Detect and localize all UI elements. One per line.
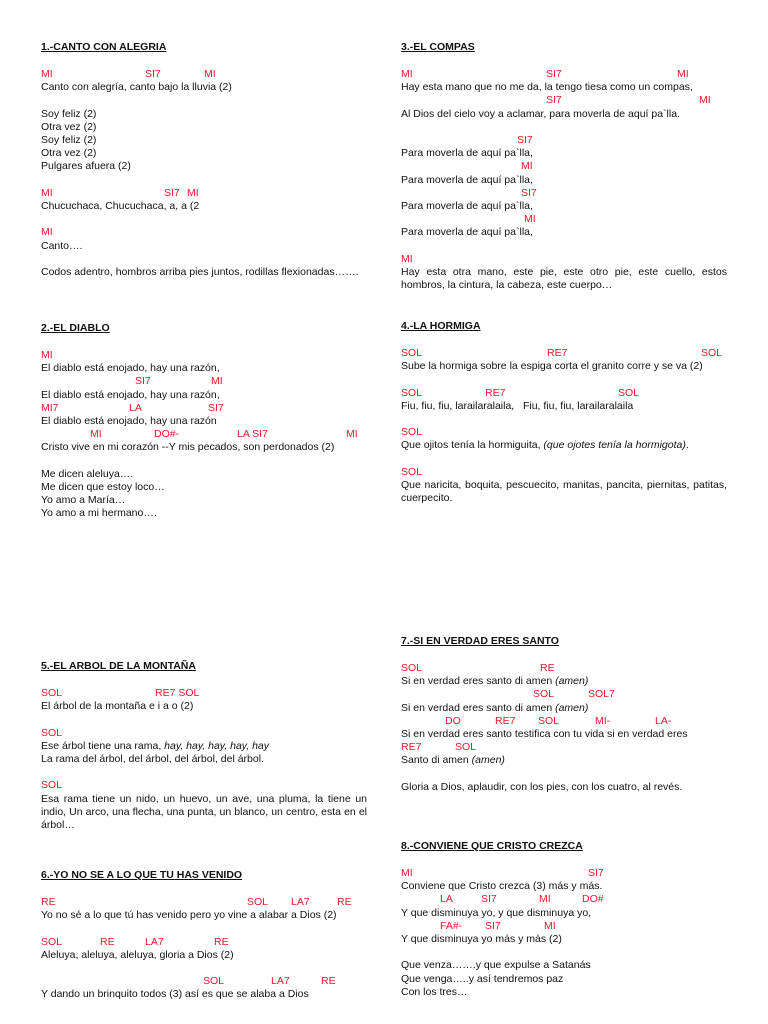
song-title: 1.-CANTO CON ALEGRIA xyxy=(41,41,167,53)
song-canto-con-alegria xyxy=(41,41,367,279)
chord: SI7 xyxy=(521,186,537,199)
chord: SOL xyxy=(41,687,63,699)
lyric-line: Que venga…..y así tendremos paz xyxy=(401,972,564,985)
chord-line xyxy=(401,94,727,107)
chord: SOL xyxy=(701,347,723,359)
chord: SOL xyxy=(401,662,423,674)
chord-line xyxy=(401,187,727,200)
lyric-line: El diablo está enojado, hay una razón, xyxy=(41,362,220,375)
lyric-line: Si en verdad eres santo testifica con tu vida si en verdad eres xyxy=(401,727,688,740)
lyric-line: Conviene que Cristo crezca (3) más y más. xyxy=(401,880,603,893)
chord-line xyxy=(401,253,727,266)
lyric-line: Para moverla de aquí pa`lla, xyxy=(401,147,533,160)
chord: DO# xyxy=(582,893,604,906)
chord-line xyxy=(41,779,367,792)
chord: SI7 xyxy=(145,68,161,80)
lyric-echo: (amen) xyxy=(471,754,505,767)
chord: MI xyxy=(401,252,413,265)
lyric-echo: (que ojotes tenía la hormigota) xyxy=(543,439,686,452)
lyric-line: Canto con alegría, canto bajo la lluvia (2) xyxy=(41,81,232,94)
chord: DO xyxy=(445,714,461,727)
chord-line xyxy=(401,134,727,147)
song-conviene-que-cristo-crezca xyxy=(401,840,727,999)
chord: LA- xyxy=(655,714,672,727)
chord: SOL xyxy=(203,975,225,988)
lyric-line xyxy=(401,754,727,767)
chord: SOL xyxy=(41,726,63,739)
song-title: 7.-SI EN VERDAD ERES SANTO xyxy=(401,635,559,647)
chord: MI xyxy=(524,213,536,226)
lyric-text: . xyxy=(685,439,689,452)
chord-line xyxy=(41,226,367,239)
chord: MI xyxy=(521,160,533,173)
chord: SOL xyxy=(41,935,63,948)
chord-line xyxy=(401,920,727,933)
lyric-line xyxy=(41,740,367,753)
chord: RE xyxy=(41,896,56,908)
chord-line xyxy=(401,741,727,754)
chord-line xyxy=(401,387,727,400)
chord: LA SI7 xyxy=(237,428,268,441)
chord: MI xyxy=(41,186,53,199)
lyric-line: Y que disminuya yo, y que disminuya yo, xyxy=(401,906,592,919)
chord: MI xyxy=(401,68,413,80)
lyric-line: Con los tres… xyxy=(401,985,468,998)
chord: MI xyxy=(699,94,711,107)
chord: SI7 xyxy=(208,401,224,414)
lyric-line: Gloria a Dios, aplaudir, con los pies, con los cuatro, al revés. xyxy=(401,780,683,793)
lyric-line: Yo amo a María… xyxy=(41,494,126,507)
lyric-line: Esa rama tiene un nido, un huevo, un ave, una pluma, la tiene un indio, Un arco, una flecha, una punta, un blanco, un centro, esta en el árbol… xyxy=(41,792,367,831)
chord: LA7 xyxy=(291,896,310,908)
chord: MI- xyxy=(595,714,611,727)
chord: SOL xyxy=(401,426,423,439)
chord-line xyxy=(41,428,367,441)
chord: SI7 xyxy=(546,94,562,107)
chord-line xyxy=(401,213,727,226)
chord: RE7 xyxy=(485,386,506,399)
chord-line xyxy=(41,727,367,740)
chord: DO#- xyxy=(154,428,180,441)
chord-line xyxy=(401,893,727,906)
lyric-text: Que ojitos tenía la hormiguita, xyxy=(401,439,544,452)
chord-line xyxy=(401,867,727,880)
lyric-text: Ese árbol tiene una rama, xyxy=(41,739,165,752)
lyric-line: Otra vez (2) xyxy=(41,147,97,160)
chord: SI7 xyxy=(164,186,180,199)
lyric-line: Fiu, fiu, fiu, larailaralaila, Fiu, fiu, fiu, larailaralaila xyxy=(401,399,634,412)
chord: MI xyxy=(187,186,199,199)
lyric-line xyxy=(401,675,727,688)
chord: SOL xyxy=(401,347,423,359)
chord: SI7 xyxy=(135,375,151,388)
song-el-arbol-de-la-montana xyxy=(41,660,367,832)
chord: RE xyxy=(100,935,115,948)
chord: RE xyxy=(214,935,229,948)
lyric-line: Me dicen aleluya…. xyxy=(41,467,134,480)
chord: LA xyxy=(440,893,453,906)
chord-line xyxy=(41,375,367,388)
chord-line xyxy=(41,187,367,200)
lyric-line: El diablo está enojado, hay una razón xyxy=(41,414,217,427)
chord: RE xyxy=(321,975,336,988)
lyric-line: Codos adentro, hombros arriba pies juntos, rodillas flexionadas……. xyxy=(41,265,359,278)
lyric-line: Para moverla de aquí pa`lla, xyxy=(401,199,533,212)
chord: RE xyxy=(337,896,352,908)
chord-line xyxy=(41,349,367,362)
lyric-line: Sube la hormiga sobre la espiga corta el granito corre y se va (2) xyxy=(401,360,703,373)
lyric-line: El árbol de la montaña e i a o (2) xyxy=(41,700,194,713)
song-title: 3.-EL COMPAS xyxy=(401,41,475,53)
lyric-line: Me dicen que estoy loco… xyxy=(41,480,165,493)
chord: SOL xyxy=(247,896,269,908)
chord: SOL xyxy=(538,714,560,727)
song-si-en-verdad-eres-santo xyxy=(401,635,727,794)
lyric-line: Canto…. xyxy=(41,239,83,252)
chord: SI7 xyxy=(517,133,533,146)
chord: SI7 xyxy=(485,919,501,932)
chord: MI xyxy=(211,375,223,388)
chord: SOL xyxy=(401,465,423,478)
lyric-line: Hay esta otra mano, este pie, este otro pie, este cuello, estos hombros, la cintura, la cabeza, este cuerpo… xyxy=(401,265,727,292)
chord: MI xyxy=(544,919,556,932)
chord-line xyxy=(401,160,727,173)
chord: RE7 xyxy=(401,741,422,754)
chord-line xyxy=(401,426,727,439)
chord-line xyxy=(41,68,367,81)
lyric-line: Para moverla de aquí pa`lla, xyxy=(401,173,533,186)
chord-line xyxy=(401,68,727,81)
chord: MI xyxy=(677,68,689,80)
chord: LA7 xyxy=(271,975,290,988)
chord: SI7 xyxy=(588,867,604,879)
lyric-line: Otra vez (2) xyxy=(41,120,97,133)
chord: MI xyxy=(41,349,53,361)
lyric-text: Santo di amen xyxy=(401,754,472,767)
chord: SOL xyxy=(41,779,63,792)
chord-line xyxy=(401,715,727,728)
chord-line xyxy=(401,466,727,479)
chord: SOL xyxy=(533,688,555,701)
lyric-line: Soy feliz (2) xyxy=(41,133,97,146)
chord: RE7 SOL xyxy=(155,687,200,699)
lyric-line: La rama del árbol, del árbol, del árbol, del árbol. xyxy=(41,752,264,765)
chord-line xyxy=(41,687,367,700)
lyric-line: Al Dios del cielo voy a aclamar, para moverla de aquí pa`lla. xyxy=(401,107,680,120)
song-title: 4.-LA HORMIGA xyxy=(401,320,481,332)
chord: MI xyxy=(401,867,413,879)
chord: SI7 xyxy=(481,893,497,906)
chord: MI xyxy=(41,226,53,239)
lyric-text: Si en verdad eres santo di amen xyxy=(401,675,556,688)
song-title: 5.-EL ARBOL DE LA MONTAÑA xyxy=(41,660,196,672)
lyric-line: Que naricita, boquita, pescuecito, manitas, pancita, piernitas, patitas, cuerpecito. xyxy=(401,478,727,505)
chord: MI xyxy=(41,68,53,80)
chord: MI xyxy=(204,68,216,80)
chord: SOL xyxy=(401,386,423,399)
chord: MI xyxy=(90,428,102,441)
song-title: 8.-CONVIENE QUE CRISTO CREZCA xyxy=(401,840,583,852)
chord: SOL xyxy=(455,741,477,754)
lyric-echo: (amen) xyxy=(555,701,589,714)
lyric-line xyxy=(401,439,727,452)
chord: SOL xyxy=(618,386,640,399)
chord: RE xyxy=(540,662,555,674)
chord: LA xyxy=(129,401,142,414)
chord: LA7 xyxy=(145,935,164,948)
lyric-line: Hay esta mano que no me da, la tengo tiesa como un compas, xyxy=(401,81,693,94)
song-la-hormiga xyxy=(401,320,727,505)
lyric-line: Que venza…….y que expulse a Satanás xyxy=(401,959,591,972)
song-el-diablo xyxy=(41,322,367,521)
song-el-compas xyxy=(401,41,727,292)
lyric-line: Cristo vive en mi corazón --Y mis pecados, son perdonados (2) xyxy=(41,441,335,454)
chord: MI xyxy=(539,893,551,906)
lyric-line: Yo no sé a lo que tú has venido pero yo vine a alabar a Dios (2) xyxy=(41,909,337,922)
chord-line xyxy=(401,347,727,360)
song-yo-no-se xyxy=(41,869,367,1002)
lyric-line: Soy feliz (2) xyxy=(41,107,97,120)
chord-line xyxy=(41,896,367,909)
chord: FA#- xyxy=(440,919,463,932)
lyric-line: Para moverla de aquí pa`lla, xyxy=(401,226,533,239)
chord: MI xyxy=(346,428,358,441)
chord-line xyxy=(401,662,727,675)
lyric-text: Si en verdad eres santo di amen xyxy=(401,701,556,714)
chord-line xyxy=(41,402,367,415)
lyric-echo: (amen) xyxy=(555,675,589,688)
lyric-line: Aleluya, aleluya, aleluya, gloria a Dios (2) xyxy=(41,948,234,961)
song-title: 6.-YO NO SE A LO QUE TU HAS VENIDO xyxy=(41,869,243,881)
song-title: 2.-EL DIABLO xyxy=(41,322,110,334)
lyric-line: Y dando un brinquito todos (3) así es que se alaba a Dios xyxy=(41,988,309,1001)
lyric-echo: hay, hay, hay, hay, hay xyxy=(164,739,270,752)
lyric-line: El diablo está enojado, hay una razón, xyxy=(41,388,220,401)
lyric-line: Chucuchaca, Chucuchaca, a, a (2 xyxy=(41,199,200,212)
chord: RE7 xyxy=(547,347,568,359)
lyric-line: Pulgares afuera (2) xyxy=(41,160,131,173)
chord-line xyxy=(401,688,727,701)
chord: SI7 xyxy=(546,68,562,80)
chord-line xyxy=(41,936,367,949)
lyric-line: Yo amo a mi hermano…. xyxy=(41,507,157,520)
lyric-line xyxy=(401,702,727,715)
chord: MI7 xyxy=(41,401,59,414)
lyric-line: Y que disminuya yo más y más (2) xyxy=(401,932,562,945)
chord: RE7 xyxy=(495,714,516,727)
chord: SOL7 xyxy=(588,688,615,701)
chord-line xyxy=(41,975,367,988)
